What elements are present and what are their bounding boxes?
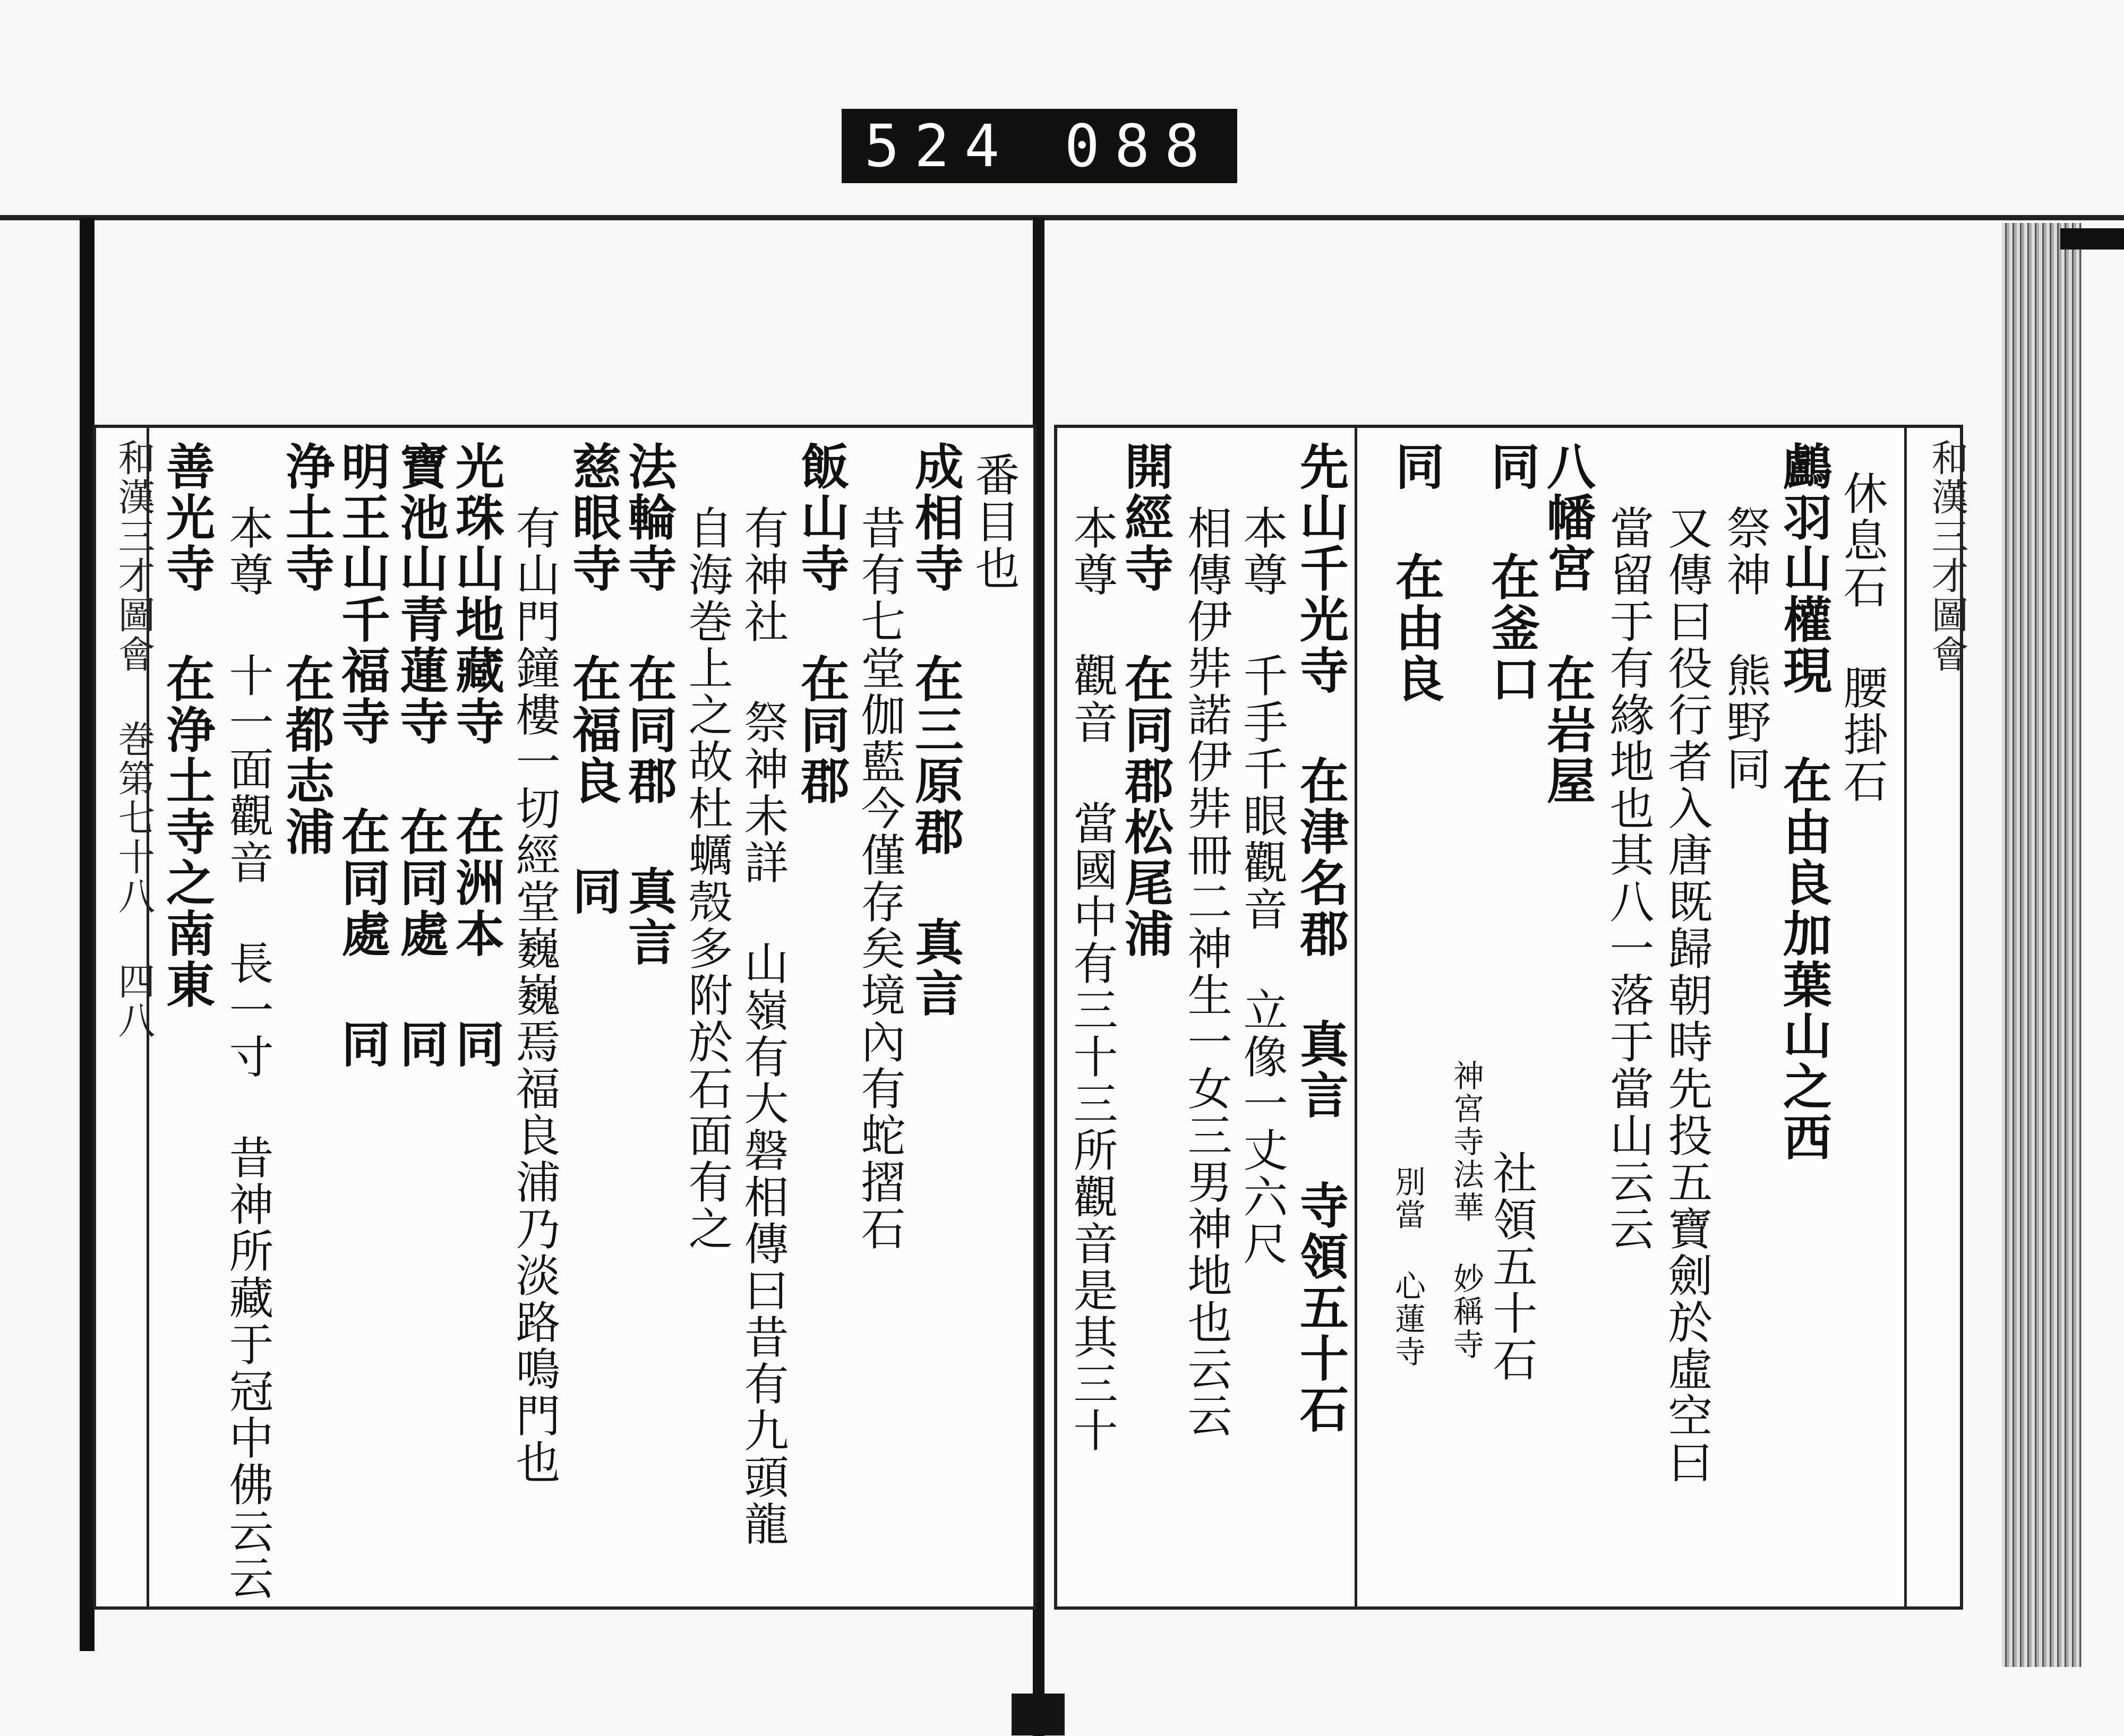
margin-text: 和漢三才圖會 巻第七十八 四八 — [112, 439, 156, 1041]
text-column: 番目也 — [968, 452, 1020, 592]
text-column: 相傳伊弉諾伊弉冊二神生一女三男神地也云云 — [1180, 505, 1232, 1439]
text-column: 同 在釜口 — [1483, 441, 1540, 704]
text-column: 休息石 腰掛石 — [1836, 470, 1888, 805]
text-column: 本尊 觀音 當國中有三十三所觀音是其三十 — [1066, 505, 1118, 1454]
text-column: 慈眼寺 在福良 同 — [564, 441, 622, 917]
text-column: 昔有七堂伽藍今僅存矣境內有蛇摺石 — [854, 505, 906, 1252]
text-column: 神宮寺法華 妙稱寺 — [1448, 1060, 1484, 1361]
left-page — [93, 425, 1037, 1610]
running-head: 和漢三才圖會 — [1925, 439, 1969, 674]
text-column: 本尊 十一面觀音 長一寸 昔神所藏于冠中佛云云 — [222, 505, 274, 1602]
spine-foot — [1012, 1694, 1065, 1735]
text-column: 開經寺 在同郡松尾浦 — [1117, 441, 1174, 959]
text-column: 當留于有緣地也其八一落于當山云云 — [1603, 505, 1655, 1252]
book-fore-edge — [2002, 223, 2082, 1667]
text-column: 八幡宮 在岩屋 — [1539, 441, 1596, 806]
text-column: 法輪寺 在同郡 真言 — [620, 441, 678, 968]
text-column: 飯山寺 在同郡 — [793, 441, 850, 806]
section-rule — [1355, 428, 1357, 1606]
text-column: 有山門鐘樓一切經堂巍巍焉福良浦乃淡路鳴門也 — [509, 505, 561, 1486]
text-column: 浄土寺 在都志浦 — [278, 441, 335, 857]
text-column: 有神社 祭神未詳 山嶺有大磐相傳曰昔有九頭龍 — [737, 505, 789, 1548]
text-column: 本尊 千手千眼觀音 立像一丈六尺 — [1236, 505, 1288, 1267]
text-column: 先山千光寺 在津名郡 真言 寺領五十石 — [1292, 441, 1349, 1435]
text-column: 社領五十石 — [1486, 1150, 1538, 1383]
frame-number-label: 524 088 — [842, 109, 1237, 183]
margin-rule — [1904, 428, 1907, 1606]
text-column: 鸕羽山權現 在由良加葉山之西 — [1775, 441, 1832, 1163]
right-cover-edge — [2060, 228, 2124, 250]
text-column: 寶池山青蓮寺 在同處 同 — [392, 441, 449, 1070]
text-column: 別當 心蓮寺 — [1390, 1166, 1426, 1369]
text-column: 又傳曰役行者入唐既歸朝時先投五寶劍於虛空曰 — [1661, 505, 1713, 1486]
text-column: 自海巻上之故杜蠣殼多附於石面有之 — [681, 505, 733, 1252]
right-page — [1054, 425, 1969, 1610]
text-column: 光珠山地藏寺 在洲本 同 — [448, 441, 505, 1070]
text-column: 明王山千福寺 在同處 同 — [333, 441, 391, 1070]
text-column: 同 在由良 — [1388, 441, 1445, 704]
page-top-rule — [0, 215, 2124, 220]
text-column: 祭神 熊野同 — [1719, 505, 1771, 793]
text-column: 成相寺 在三原郡 真言 — [907, 441, 964, 1019]
left-cover-edge — [80, 218, 95, 1651]
text-column: 善光寺 在浄土寺之南東 — [158, 441, 216, 1010]
